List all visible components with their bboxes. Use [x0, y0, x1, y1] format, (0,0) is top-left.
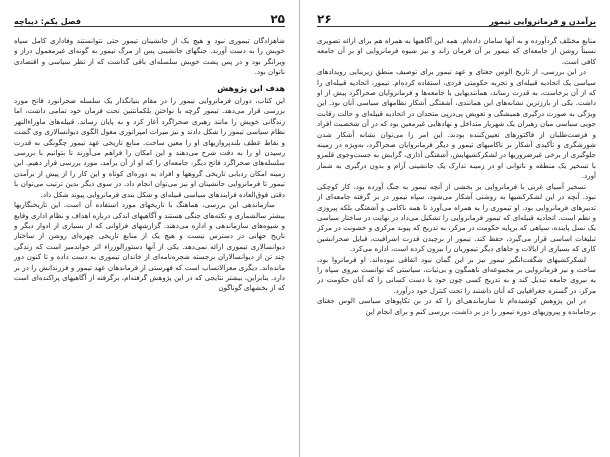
running-title: برآمدن و فرمانروایی تیمور — [489, 17, 596, 26]
right-page-header — [317, 10, 596, 27]
page-number: ۲۵ — [270, 12, 285, 26]
right-page-body — [317, 36, 596, 451]
paragraph: این کتاب، دوران فرمانروایی تیمور را در مقام بنیانگذار یک سلسله صحرانورد فاتح مورد بررسی قرار می‌دهد. تیمور گرچه با نواختن بلکمانتنین تحت فرمان خود تمامی داشت، اما زندگانی خویش را مانند رهبری صحراگرد آغاز کرد و به پایان رساند. قبیله‌های ماوراءالنهر نظام سیاسی تیمور را شکل دادند و نیز میراث امپراتوری مغول الگوی دیوانسالاری وی گشت و نقاط عطف بلندپروازیهای او را معین ساخت. منابع تاریخی عهد تیمور چگونگی به قدرت رسیدن او را به دقت شرح می‌دهند و این امکان را فراهم می‌آورند تا بتوانیم با بررسی سلسله‌های صحراگرد فاتح دیگر، جامعه‌ای را که او از آن برآمد، مورد بررسی قرار دهیم. این زمینه امکان ردیابی تاریخی گروهها و افراد به دوره‌ای کوتاه و این کار را از پیش از برآمدن تیمور تا فرمانروایی جانشینان او نیز می‌توان انجام داد. در سوی دیگر بدین ترتیب می‌توان با دقتی فوق‌العاده فرایندهای سیاسی قبیله‌ای و شکل بندی فرمانروایی پیوند شکل داد. — [14, 96, 285, 199]
paragraph: در این پژوهش کوشیده‌ام تا سازماندهی‌ای را که در بن تکاپوهای سیاسی الوس جغتای برجامانده و پیروزیهای دوره تیمور را در بر داشت، بررسی کنم و برای انجام این — [317, 296, 596, 316]
running-title: فصل یکم: دیباچه — [14, 17, 81, 26]
paragraph: منابع مختلف گردآورده و به آنها سامان داده‌ام. همه این آگاهیها به همراه هم برای ارائه تصویری نسبتاً روشن از جامعه‌ای که تیمور بر آن فرمان راند و نیز شیوه فرمانروایی او بر آن جامعه کافی است. — [317, 36, 596, 66]
section-heading: هدف این پژوهش — [217, 83, 285, 93]
paragraph: تسخیر آسیای غربی با فرمانروایی بر بخشی از آنچه تیمور به جنگ آورده بود، کار کوچکی نبود. آنچه در این لشکرکشیها به روشنی آشکار می‌شود، سپاه تیمور در بر گرفته جامعه‌ای از تدبیرهای فرمانروایی بود. او تیموری را به همراه می‌آورد تا همه ناکامی و آشفتگی بلکه پیروزی و نظم است. اتحادیه قبیله‌ای که تیمور فرمانروایی را تشکیل می‌داد در نهایت در ساختار سیاسی یک نسل پاینده، سپاهی که برپایه حکومت در مرکز، به تدریج که پیوند مرکزی و خشونت در مرکز تبلیغات اساسی قرار می‌گیرد، حفظ کند. تیمور از برچیدن قدرت اشرافیت، قبایل صحرانشین کاری که بسیاری از ایالات و جاهای دیگر تیموریان را بیرون کرده است، اداره می‌کرد. — [317, 181, 596, 254]
page-number: ۲۶ — [317, 12, 332, 26]
left-page-body — [14, 36, 285, 451]
left-page — [0, 0, 300, 457]
paragraph: شاهزادگان تیموری نبود و هیچ یک از جانشینان تیمور حتی نتوانستند وفاداری کامل سپاه خویش را به دست آورند. جنگهای جانشینی پس از مرگ تیمور به گونه‌ای غیرمعمول دراز و ویرانگر بود و در پس پشت خویش سلسله‌ای باقی گذاشت که از نظر سیاسی و اقتصادی ناتوان بود. — [14, 36, 285, 77]
right-page — [303, 0, 610, 457]
left-page-header — [14, 10, 285, 27]
paragraph: در این بررسی، از تاریخ الوس جغتای و عهد تیمور برای توصیف منطق زیربنایی رویدادهای سیاسی یک اتحادیه قبیله‌ای و تجربه حکومتی فردی، استفاده کرده‌ام. تیمور، اتحادیه قبیله‌ای را که از آن برخاست، به قدرت رساند، همانندیهایی با جامعه‌ها و فرمانروایان صحراگرد پیش از او داشت. یکی از بارزترین نشانه‌های این همانندی، آشفتگی آشکار نظامهای سیاسی آنان بود. این ویژگی به صورت درگیری همیشگی و تعویض پی‌درپی متحدان در اتحادیه قبیله‌ای و حالت رقابت جویی سیاسی میان رهبران یک شهریار متداخل و نهادهایی غیرمعین بود که در آن شخصیت افراد و فرصت‌طلبان از فاکتورهای تعیین‌کننده بودند. این امر را می‌توان نشانه آشکار شدن شورشگری و تأکیدی آشکار بر ناکامیهای تیمور و دیگر فرمانروایان صحراگرد، به‌ویژه در زمینه جلوگیری از برخی غیرضروریها در لشکرکشیهایش، آشفتگی آذاری، گرایش به جست‌وجوی قلمرو با تسخیر یک منطقه و ناتوانی او در زمینه تدارک یک جانشینی آرام و بدون درگیری به شمار آورد. — [317, 67, 596, 181]
paragraph: سازماندهی این بررسی، هماهنگ با تاریخهای مورد استفاده آن است. این تاریخنگاریها بیشتر سالشماری و نکته‌های جنگی هستند و آگاهیهای اندکی درباره اهداف و نظام اداری وقایع و شیوه‌های سازماندهی و اداره می‌دهند. گزارشهای فراوانی که از بسیاری از ادوار دیگر و تاریخ جهانی در دسترس نیست و هیچ یک از منابع تاریخی چهره‌ای روشن از ساختار دیوانسالاری تیموری ارائه نمی‌دهد. یکی از آنها دستورالوزراء اثر خواندمیر است که زندگی چند تن از دیوانسالاران برجسته شجره‌نامه‌ای از خاندان تیموری به دست داده و تا کنون دور مانده‌اند. دیگری معزالانساب است که فهرستی از فرماندهان عهد تیمور و فرزندانش را در بر دارد. بنابراین، بیشتر نتایجی که در این پژوهش گرفته‌ام، برگرفته از آگاهیهای پراکنده‌ای است که از بخشهای گوناگون — [14, 200, 285, 293]
paragraph: لشکرکشیهای شگفت‌انگیز تیمور نیز بر این گمان نبود اتفاقی نبوده‌اند. او فرمانروا بود، ساخت و نیز فرمانروایی بر مجموعه‌ای ناهمگون و بی‌ثبات، سیاستی که توانست نیروی سپاه را به نیروی جامعه تبدیل کند و به تدریج کسی چون خود با دست کسانی را که آنان حکومت در مرکز، در گستره جغرافیایی که آنان داشتند را تحت کنترل خود درآورد. — [317, 254, 596, 295]
